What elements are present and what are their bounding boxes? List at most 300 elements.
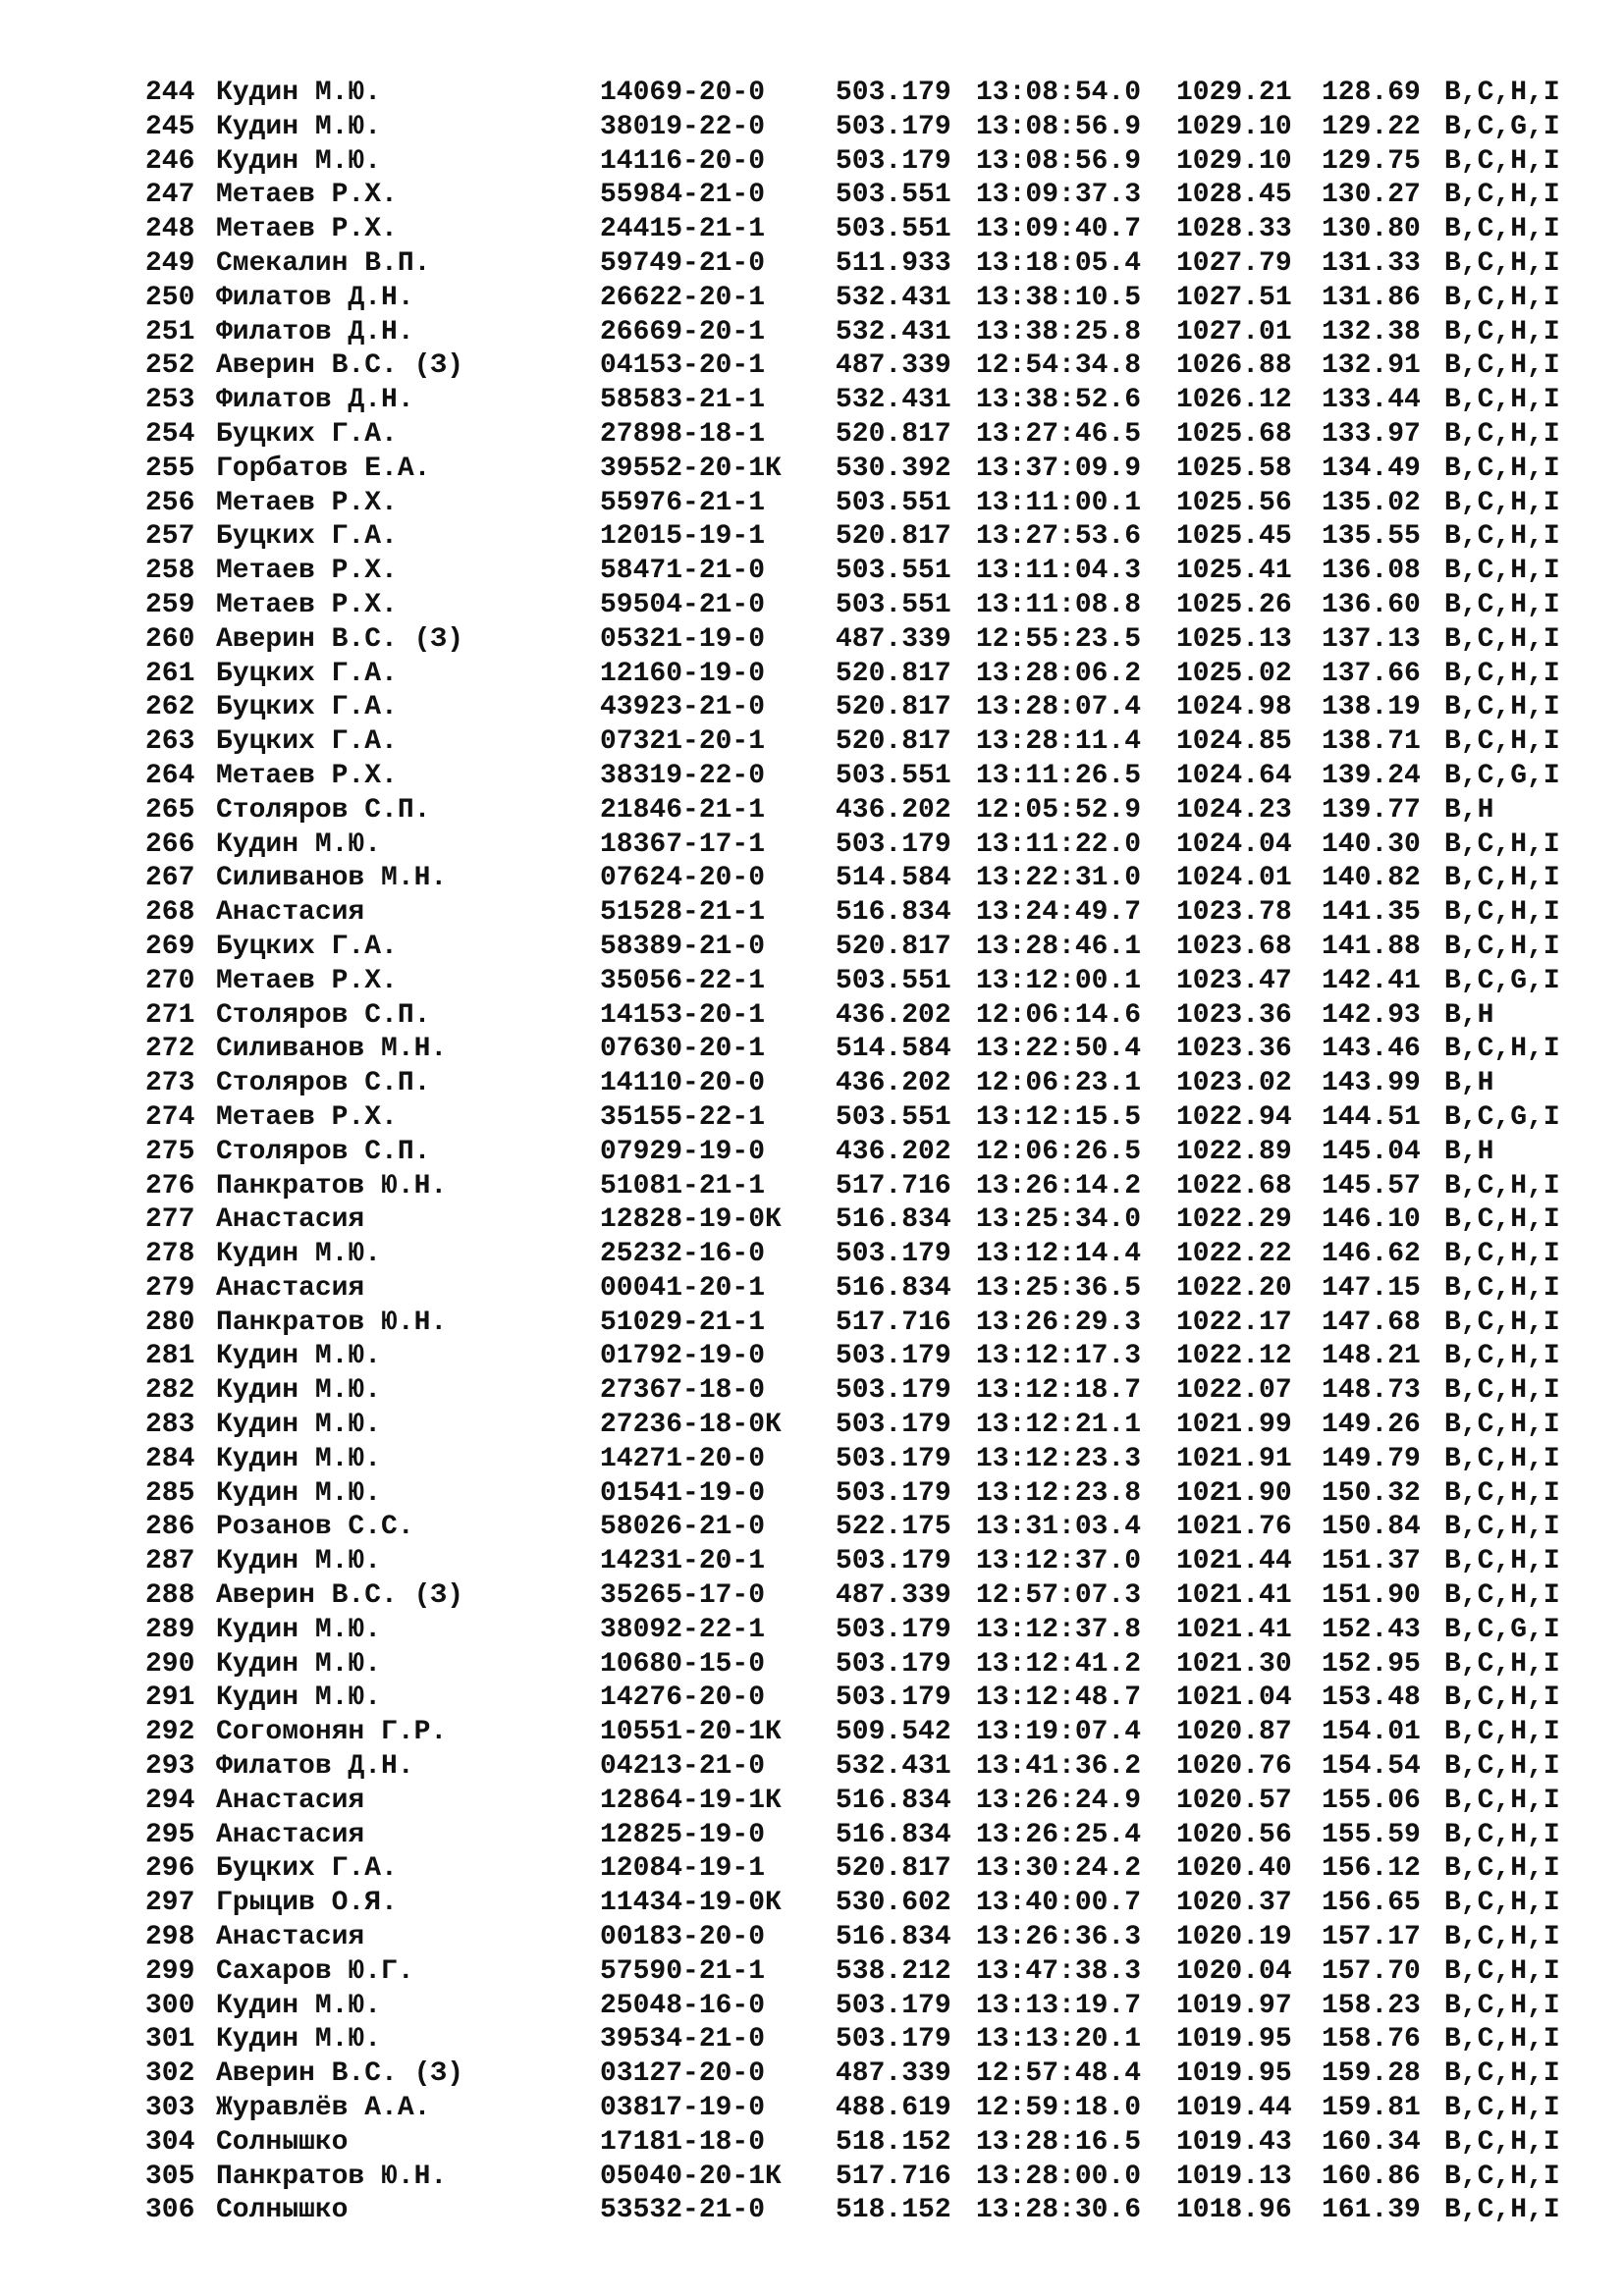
ring-cell: 14271-20-0 <box>600 1443 766 1474</box>
classes-cell: B,C,G,I <box>1444 111 1560 142</box>
speed-cell: 1029.10 <box>1176 145 1292 177</box>
points-cell: 133.97 <box>1322 418 1421 450</box>
points-cell: 154.54 <box>1322 1751 1421 1783</box>
classes-cell: B,C,H,I <box>1444 1170 1560 1201</box>
speed-cell: 1020.76 <box>1176 1751 1292 1783</box>
ring-cell: 05040-20-1К <box>600 2161 782 2192</box>
place-cell: 250 <box>145 282 195 313</box>
classes-cell: B,C,H,I <box>1444 2024 1560 2056</box>
distance-cell: 516.834 <box>836 1272 951 1304</box>
place-cell: 274 <box>145 1101 195 1133</box>
points-cell: 139.24 <box>1322 760 1421 791</box>
time-cell: 13:38:52.6 <box>976 385 1142 416</box>
points-cell: 143.46 <box>1322 1034 1421 1065</box>
ring-cell: 07929-19-0 <box>600 1136 766 1167</box>
place-cell: 262 <box>145 692 195 723</box>
points-cell: 148.73 <box>1322 1375 1421 1407</box>
points-cell: 132.91 <box>1322 350 1421 382</box>
time-cell: 12:57:07.3 <box>976 1580 1142 1612</box>
place-cell: 302 <box>145 2058 195 2090</box>
name-cell: Буцких Г.А. <box>216 692 398 723</box>
time-cell: 13:27:46.5 <box>976 418 1142 450</box>
time-cell: 13:08:56.9 <box>976 111 1142 142</box>
place-cell: 278 <box>145 1239 195 1270</box>
name-cell: Буцких Г.А. <box>216 726 398 758</box>
classes-cell: B,C,H,I <box>1444 145 1560 177</box>
points-cell: 138.71 <box>1322 726 1421 758</box>
time-cell: 13:08:54.0 <box>976 78 1142 108</box>
ring-cell: 01541-19-0 <box>600 1477 766 1509</box>
name-cell: Анастасия <box>216 897 365 929</box>
name-cell: Буцких Г.А. <box>216 931 398 962</box>
time-cell: 13:12:41.2 <box>976 1648 1142 1680</box>
ring-cell: 07321-20-1 <box>600 726 766 758</box>
classes-cell: B,C,H,I <box>1444 1717 1560 1748</box>
name-cell: Анастасия <box>216 1204 365 1236</box>
name-cell: Согомонян Г.Р. <box>216 1717 448 1748</box>
time-cell: 13:28:16.5 <box>976 2126 1142 2158</box>
time-cell: 13:28:00.0 <box>976 2161 1142 2192</box>
distance-cell: 520.817 <box>836 658 951 689</box>
name-cell: Буцких Г.А. <box>216 521 398 553</box>
time-cell: 12:06:14.6 <box>976 999 1142 1031</box>
classes-cell: B,C,H,I <box>1444 1375 1560 1407</box>
speed-cell: 1021.30 <box>1176 1648 1292 1680</box>
ring-cell: 38092-22-1 <box>600 1614 766 1645</box>
points-cell: 133.44 <box>1322 385 1421 416</box>
time-cell: 13:47:38.3 <box>976 1955 1142 1987</box>
place-cell: 248 <box>145 214 195 245</box>
name-cell: Смекалин В.П. <box>216 247 431 279</box>
classes-cell: B,C,H,I <box>1444 1785 1560 1816</box>
speed-cell: 1020.87 <box>1176 1717 1292 1748</box>
points-cell: 132.38 <box>1322 316 1421 347</box>
ring-cell: 55976-21-1 <box>600 487 766 518</box>
classes-cell: B,C,H,I <box>1444 316 1560 347</box>
points-cell: 151.90 <box>1322 1580 1421 1612</box>
time-cell: 13:26:29.3 <box>976 1307 1142 1338</box>
time-cell: 12:06:23.1 <box>976 1068 1142 1099</box>
ring-cell: 14231-20-1 <box>600 1546 766 1577</box>
distance-cell: 516.834 <box>836 1785 951 1816</box>
classes-cell: B,C,H,I <box>1444 1034 1560 1065</box>
ring-cell: 53532-21-0 <box>600 2195 766 2226</box>
distance-cell: 436.202 <box>836 1068 951 1099</box>
distance-cell: 436.202 <box>836 999 951 1031</box>
name-cell: Кудин М.Ю. <box>216 1239 382 1270</box>
classes-cell: B,C,H,I <box>1444 487 1560 518</box>
classes-cell: B,C,H,I <box>1444 1751 1560 1783</box>
time-cell: 13:41:36.2 <box>976 1751 1142 1783</box>
time-cell: 13:11:08.8 <box>976 589 1142 620</box>
name-cell: Силиванов М.Н. <box>216 1034 448 1065</box>
ring-cell: 14110-20-0 <box>600 1068 766 1099</box>
time-cell: 13:28:46.1 <box>976 931 1142 962</box>
distance-cell: 520.817 <box>836 521 951 553</box>
ring-cell: 04153-20-1 <box>600 350 766 382</box>
points-cell: 159.28 <box>1322 2058 1421 2090</box>
speed-cell: 1029.10 <box>1176 111 1292 142</box>
points-cell: 152.43 <box>1322 1614 1421 1645</box>
speed-cell: 1020.37 <box>1176 1888 1292 1919</box>
place-cell: 260 <box>145 623 195 655</box>
place-cell: 280 <box>145 1307 195 1338</box>
ring-cell: 12828-19-0К <box>600 1204 782 1236</box>
classes-cell: B,H <box>1444 1068 1494 1099</box>
distance-cell: 516.834 <box>836 1204 951 1236</box>
time-cell: 13:28:06.2 <box>976 658 1142 689</box>
distance-cell: 530.602 <box>836 1888 951 1919</box>
classes-cell: B,H <box>1444 794 1494 826</box>
speed-cell: 1021.99 <box>1176 1410 1292 1441</box>
speed-cell: 1022.68 <box>1176 1170 1292 1201</box>
place-cell: 303 <box>145 2093 195 2124</box>
distance-cell: 503.179 <box>836 1614 951 1645</box>
place-cell: 304 <box>145 2126 195 2158</box>
points-cell: 143.99 <box>1322 1068 1421 1099</box>
distance-cell: 503.179 <box>836 145 951 177</box>
speed-cell: 1025.13 <box>1176 623 1292 655</box>
name-cell: Столяров С.П. <box>216 999 431 1031</box>
distance-cell: 503.179 <box>836 2024 951 2056</box>
distance-cell: 520.817 <box>836 931 951 962</box>
classes-cell: B,C,H,I <box>1444 931 1560 962</box>
distance-cell: 516.834 <box>836 1819 951 1850</box>
speed-cell: 1022.07 <box>1176 1375 1292 1407</box>
speed-cell: 1019.43 <box>1176 2126 1292 2158</box>
speed-cell: 1020.19 <box>1176 1922 1292 1953</box>
place-cell: 287 <box>145 1546 195 1577</box>
time-cell: 13:11:00.1 <box>976 487 1142 518</box>
time-cell: 13:08:56.9 <box>976 145 1142 177</box>
ring-cell: 51081-21-1 <box>600 1170 766 1201</box>
place-cell: 269 <box>145 931 195 962</box>
classes-cell: B,C,H,I <box>1444 1272 1560 1304</box>
time-cell: 13:12:21.1 <box>976 1410 1142 1441</box>
place-cell: 283 <box>145 1410 195 1441</box>
classes-cell: B,C,H,I <box>1444 556 1560 587</box>
ring-cell: 35155-22-1 <box>600 1101 766 1133</box>
place-cell: 244 <box>145 78 195 108</box>
ring-cell: 43923-21-0 <box>600 692 766 723</box>
place-cell: 246 <box>145 145 195 177</box>
place-cell: 284 <box>145 1443 195 1474</box>
ring-cell: 11434-19-0К <box>600 1888 782 1919</box>
distance-cell: 503.179 <box>836 111 951 142</box>
distance-cell: 509.542 <box>836 1717 951 1748</box>
points-cell: 155.06 <box>1322 1785 1421 1816</box>
name-cell: Сахаров Ю.Г. <box>216 1955 414 1987</box>
points-cell: 154.01 <box>1322 1717 1421 1748</box>
ring-cell: 59749-21-0 <box>600 247 766 279</box>
points-cell: 159.81 <box>1322 2093 1421 2124</box>
speed-cell: 1023.68 <box>1176 931 1292 962</box>
name-cell: Филатов Д.Н. <box>216 316 414 347</box>
place-cell: 254 <box>145 418 195 450</box>
points-cell: 160.34 <box>1322 2126 1421 2158</box>
place-cell: 270 <box>145 965 195 996</box>
place-cell: 253 <box>145 385 195 416</box>
distance-cell: 520.817 <box>836 418 951 450</box>
place-cell: 292 <box>145 1717 195 1748</box>
name-cell: Анастасия <box>216 1785 365 1816</box>
ring-cell: 12160-19-0 <box>600 658 766 689</box>
place-cell: 301 <box>145 2024 195 2056</box>
points-cell: 128.69 <box>1322 78 1421 108</box>
speed-cell: 1018.96 <box>1176 2195 1292 2226</box>
distance-cell: 503.179 <box>836 1239 951 1270</box>
distance-cell: 503.179 <box>836 1375 951 1407</box>
classes-cell: B,C,H,I <box>1444 726 1560 758</box>
points-cell: 142.93 <box>1322 999 1421 1031</box>
speed-cell: 1025.45 <box>1176 521 1292 553</box>
distance-cell: 522.175 <box>836 1512 951 1543</box>
classes-cell: B,C,H,I <box>1444 1955 1560 1987</box>
name-cell: Анастасия <box>216 1819 365 1850</box>
classes-cell: B,C,H,I <box>1444 453 1560 484</box>
place-cell: 265 <box>145 794 195 826</box>
ring-cell: 58471-21-0 <box>600 556 766 587</box>
place-cell: 300 <box>145 1990 195 2021</box>
speed-cell: 1019.95 <box>1176 2058 1292 2090</box>
distance-cell: 511.933 <box>836 247 951 279</box>
time-cell: 13:12:14.4 <box>976 1239 1142 1270</box>
ring-cell: 25048-16-0 <box>600 1990 766 2021</box>
classes-cell: B,C,H,I <box>1444 1239 1560 1270</box>
name-cell: Метаев Р.Х. <box>216 180 398 211</box>
name-cell: Метаев Р.Х. <box>216 487 398 518</box>
time-cell: 13:12:15.5 <box>976 1101 1142 1133</box>
ring-cell: 24415-21-1 <box>600 214 766 245</box>
speed-cell: 1024.64 <box>1176 760 1292 791</box>
ring-cell: 00183-20-0 <box>600 1922 766 1953</box>
speed-cell: 1028.33 <box>1176 214 1292 245</box>
name-cell: Метаев Р.Х. <box>216 589 398 620</box>
distance-cell: 487.339 <box>836 1580 951 1612</box>
classes-cell: B,C,H,I <box>1444 1819 1560 1850</box>
time-cell: 13:25:34.0 <box>976 1204 1142 1236</box>
name-cell: Буцких Г.А. <box>216 1853 398 1885</box>
ring-cell: 17181-18-0 <box>600 2126 766 2158</box>
classes-cell: B,C,H,I <box>1444 350 1560 382</box>
classes-cell: B,C,H,I <box>1444 214 1560 245</box>
place-cell: 288 <box>145 1580 195 1612</box>
place-cell: 252 <box>145 350 195 382</box>
distance-cell: 532.431 <box>836 282 951 313</box>
time-cell: 13:30:24.2 <box>976 1853 1142 1885</box>
distance-cell: 503.179 <box>836 78 951 108</box>
speed-cell: 1027.01 <box>1176 316 1292 347</box>
time-cell: 13:12:23.3 <box>976 1443 1142 1474</box>
classes-cell: B,C,H,I <box>1444 1512 1560 1543</box>
ring-cell: 00041-20-1 <box>600 1272 766 1304</box>
distance-cell: 503.179 <box>836 1443 951 1474</box>
ring-cell: 14116-20-0 <box>600 145 766 177</box>
points-cell: 152.95 <box>1322 1648 1421 1680</box>
name-cell: Кудин М.Ю. <box>216 1614 382 1645</box>
ring-cell: 12825-19-0 <box>600 1819 766 1850</box>
ring-cell: 58389-21-0 <box>600 931 766 962</box>
points-cell: 151.37 <box>1322 1546 1421 1577</box>
time-cell: 13:31:03.4 <box>976 1512 1142 1543</box>
time-cell: 13:12:17.3 <box>976 1341 1142 1372</box>
classes-cell: B,C,H,I <box>1444 1204 1560 1236</box>
ring-cell: 26669-20-1 <box>600 316 766 347</box>
classes-cell: B,C,H,I <box>1444 2195 1560 2226</box>
ring-cell: 51029-21-1 <box>600 1307 766 1338</box>
place-cell: 296 <box>145 1853 195 1885</box>
speed-cell: 1021.44 <box>1176 1546 1292 1577</box>
distance-cell: 518.152 <box>836 2126 951 2158</box>
ring-cell: 27898-18-1 <box>600 418 766 450</box>
points-cell: 146.62 <box>1322 1239 1421 1270</box>
ring-cell: 07630-20-1 <box>600 1034 766 1065</box>
ring-cell: 01792-19-0 <box>600 1341 766 1372</box>
ring-cell: 18367-17-1 <box>600 828 766 860</box>
speed-cell: 1022.20 <box>1176 1272 1292 1304</box>
points-cell: 156.12 <box>1322 1853 1421 1885</box>
speed-cell: 1027.51 <box>1176 282 1292 313</box>
speed-cell: 1023.02 <box>1176 1068 1292 1099</box>
classes-cell: B,C,H,I <box>1444 418 1560 450</box>
points-cell: 149.79 <box>1322 1443 1421 1474</box>
name-cell: Горбатов Е.А. <box>216 453 431 484</box>
ring-cell: 12084-19-1 <box>600 1853 766 1885</box>
time-cell: 13:26:14.2 <box>976 1170 1142 1201</box>
classes-cell: B,C,H,I <box>1444 623 1560 655</box>
ring-cell: 35265-17-0 <box>600 1580 766 1612</box>
classes-cell: B,C,H,I <box>1444 589 1560 620</box>
points-cell: 147.68 <box>1322 1307 1421 1338</box>
name-cell: Аверин В.С. (З) <box>216 350 464 382</box>
distance-cell: 503.551 <box>836 1101 951 1133</box>
name-cell: Кудин М.Ю. <box>216 1682 382 1714</box>
distance-cell: 487.339 <box>836 623 951 655</box>
name-cell: Столяров С.П. <box>216 1136 431 1167</box>
time-cell: 13:27:53.6 <box>976 521 1142 553</box>
classes-cell: B,C,H,I <box>1444 2058 1560 2090</box>
distance-cell: 538.212 <box>836 1955 951 1987</box>
time-cell: 13:12:37.8 <box>976 1614 1142 1645</box>
time-cell: 13:26:24.9 <box>976 1785 1142 1816</box>
time-cell: 13:19:07.4 <box>976 1717 1142 1748</box>
name-cell: Буцких Г.А. <box>216 658 398 689</box>
speed-cell: 1026.88 <box>1176 350 1292 382</box>
classes-cell: B,C,H,I <box>1444 78 1560 108</box>
name-cell: Кудин М.Ю. <box>216 78 382 108</box>
distance-cell: 488.619 <box>836 2093 951 2124</box>
name-cell: Буцких Г.А. <box>216 418 398 450</box>
distance-cell: 436.202 <box>836 1136 951 1167</box>
distance-cell: 503.179 <box>836 1990 951 2021</box>
points-cell: 138.19 <box>1322 692 1421 723</box>
place-cell: 279 <box>145 1272 195 1304</box>
place-cell: 267 <box>145 863 195 894</box>
distance-cell: 487.339 <box>836 350 951 382</box>
name-cell: Грыцив О.Я. <box>216 1888 398 1919</box>
distance-cell: 487.339 <box>836 2058 951 2090</box>
speed-cell: 1022.89 <box>1176 1136 1292 1167</box>
distance-cell: 520.817 <box>836 692 951 723</box>
name-cell: Панкратов Ю.Н. <box>216 1170 448 1201</box>
points-cell: 135.55 <box>1322 521 1421 553</box>
ring-cell: 58026-21-0 <box>600 1512 766 1543</box>
time-cell: 13:13:19.7 <box>976 1990 1142 2021</box>
place-cell: 245 <box>145 111 195 142</box>
time-cell: 13:12:18.7 <box>976 1375 1142 1407</box>
ring-cell: 26622-20-1 <box>600 282 766 313</box>
time-cell: 13:24:49.7 <box>976 897 1142 929</box>
distance-cell: 503.551 <box>836 589 951 620</box>
time-cell: 13:28:11.4 <box>976 726 1142 758</box>
points-cell: 149.26 <box>1322 1410 1421 1441</box>
ring-cell: 55984-21-0 <box>600 180 766 211</box>
distance-cell: 517.716 <box>836 1170 951 1201</box>
points-cell: 135.02 <box>1322 487 1421 518</box>
place-cell: 268 <box>145 897 195 929</box>
name-cell: Филатов Д.Н. <box>216 385 414 416</box>
name-cell: Аверин В.С. (З) <box>216 623 464 655</box>
place-cell: 306 <box>145 2195 195 2226</box>
ring-cell: 39552-20-1К <box>600 453 782 484</box>
classes-cell: B,C,H,I <box>1444 1682 1560 1714</box>
place-cell: 294 <box>145 1785 195 1816</box>
name-cell: Кудин М.Ю. <box>216 1648 382 1680</box>
speed-cell: 1029.21 <box>1176 78 1292 108</box>
time-cell: 13:09:37.3 <box>976 180 1142 211</box>
ring-cell: 51528-21-1 <box>600 897 766 929</box>
speed-cell: 1026.12 <box>1176 385 1292 416</box>
distance-cell: 503.179 <box>836 1410 951 1441</box>
speed-cell: 1025.58 <box>1176 453 1292 484</box>
time-cell: 13:11:04.3 <box>976 556 1142 587</box>
points-cell: 134.49 <box>1322 453 1421 484</box>
speed-cell: 1020.40 <box>1176 1853 1292 1885</box>
speed-cell: 1021.41 <box>1176 1580 1292 1612</box>
points-cell: 141.35 <box>1322 897 1421 929</box>
speed-cell: 1022.29 <box>1176 1204 1292 1236</box>
place-cell: 285 <box>145 1477 195 1509</box>
distance-cell: 517.716 <box>836 1307 951 1338</box>
place-cell: 293 <box>145 1751 195 1783</box>
name-cell: Аверин В.С. (З) <box>216 1580 464 1612</box>
classes-cell: B,C,H,I <box>1444 658 1560 689</box>
time-cell: 13:22:31.0 <box>976 863 1142 894</box>
speed-cell: 1028.45 <box>1176 180 1292 211</box>
place-cell: 276 <box>145 1170 195 1201</box>
points-cell: 146.10 <box>1322 1204 1421 1236</box>
ring-cell: 10680-15-0 <box>600 1648 766 1680</box>
speed-cell: 1023.47 <box>1176 965 1292 996</box>
speed-cell: 1025.26 <box>1176 589 1292 620</box>
speed-cell: 1023.36 <box>1176 1034 1292 1065</box>
name-cell: Журавлёв А.А. <box>216 2093 431 2124</box>
speed-cell: 1019.97 <box>1176 1990 1292 2021</box>
name-cell: Анастасия <box>216 1272 365 1304</box>
name-cell: Кудин М.Ю. <box>216 828 382 860</box>
time-cell: 13:22:50.4 <box>976 1034 1142 1065</box>
points-cell: 153.48 <box>1322 1682 1421 1714</box>
place-cell: 298 <box>145 1922 195 1953</box>
distance-cell: 532.431 <box>836 385 951 416</box>
distance-cell: 503.551 <box>836 760 951 791</box>
place-cell: 266 <box>145 828 195 860</box>
ring-cell: 14276-20-0 <box>600 1682 766 1714</box>
ring-cell: 12015-19-1 <box>600 521 766 553</box>
speed-cell: 1021.04 <box>1176 1682 1292 1714</box>
speed-cell: 1025.56 <box>1176 487 1292 518</box>
points-cell: 139.77 <box>1322 794 1421 826</box>
